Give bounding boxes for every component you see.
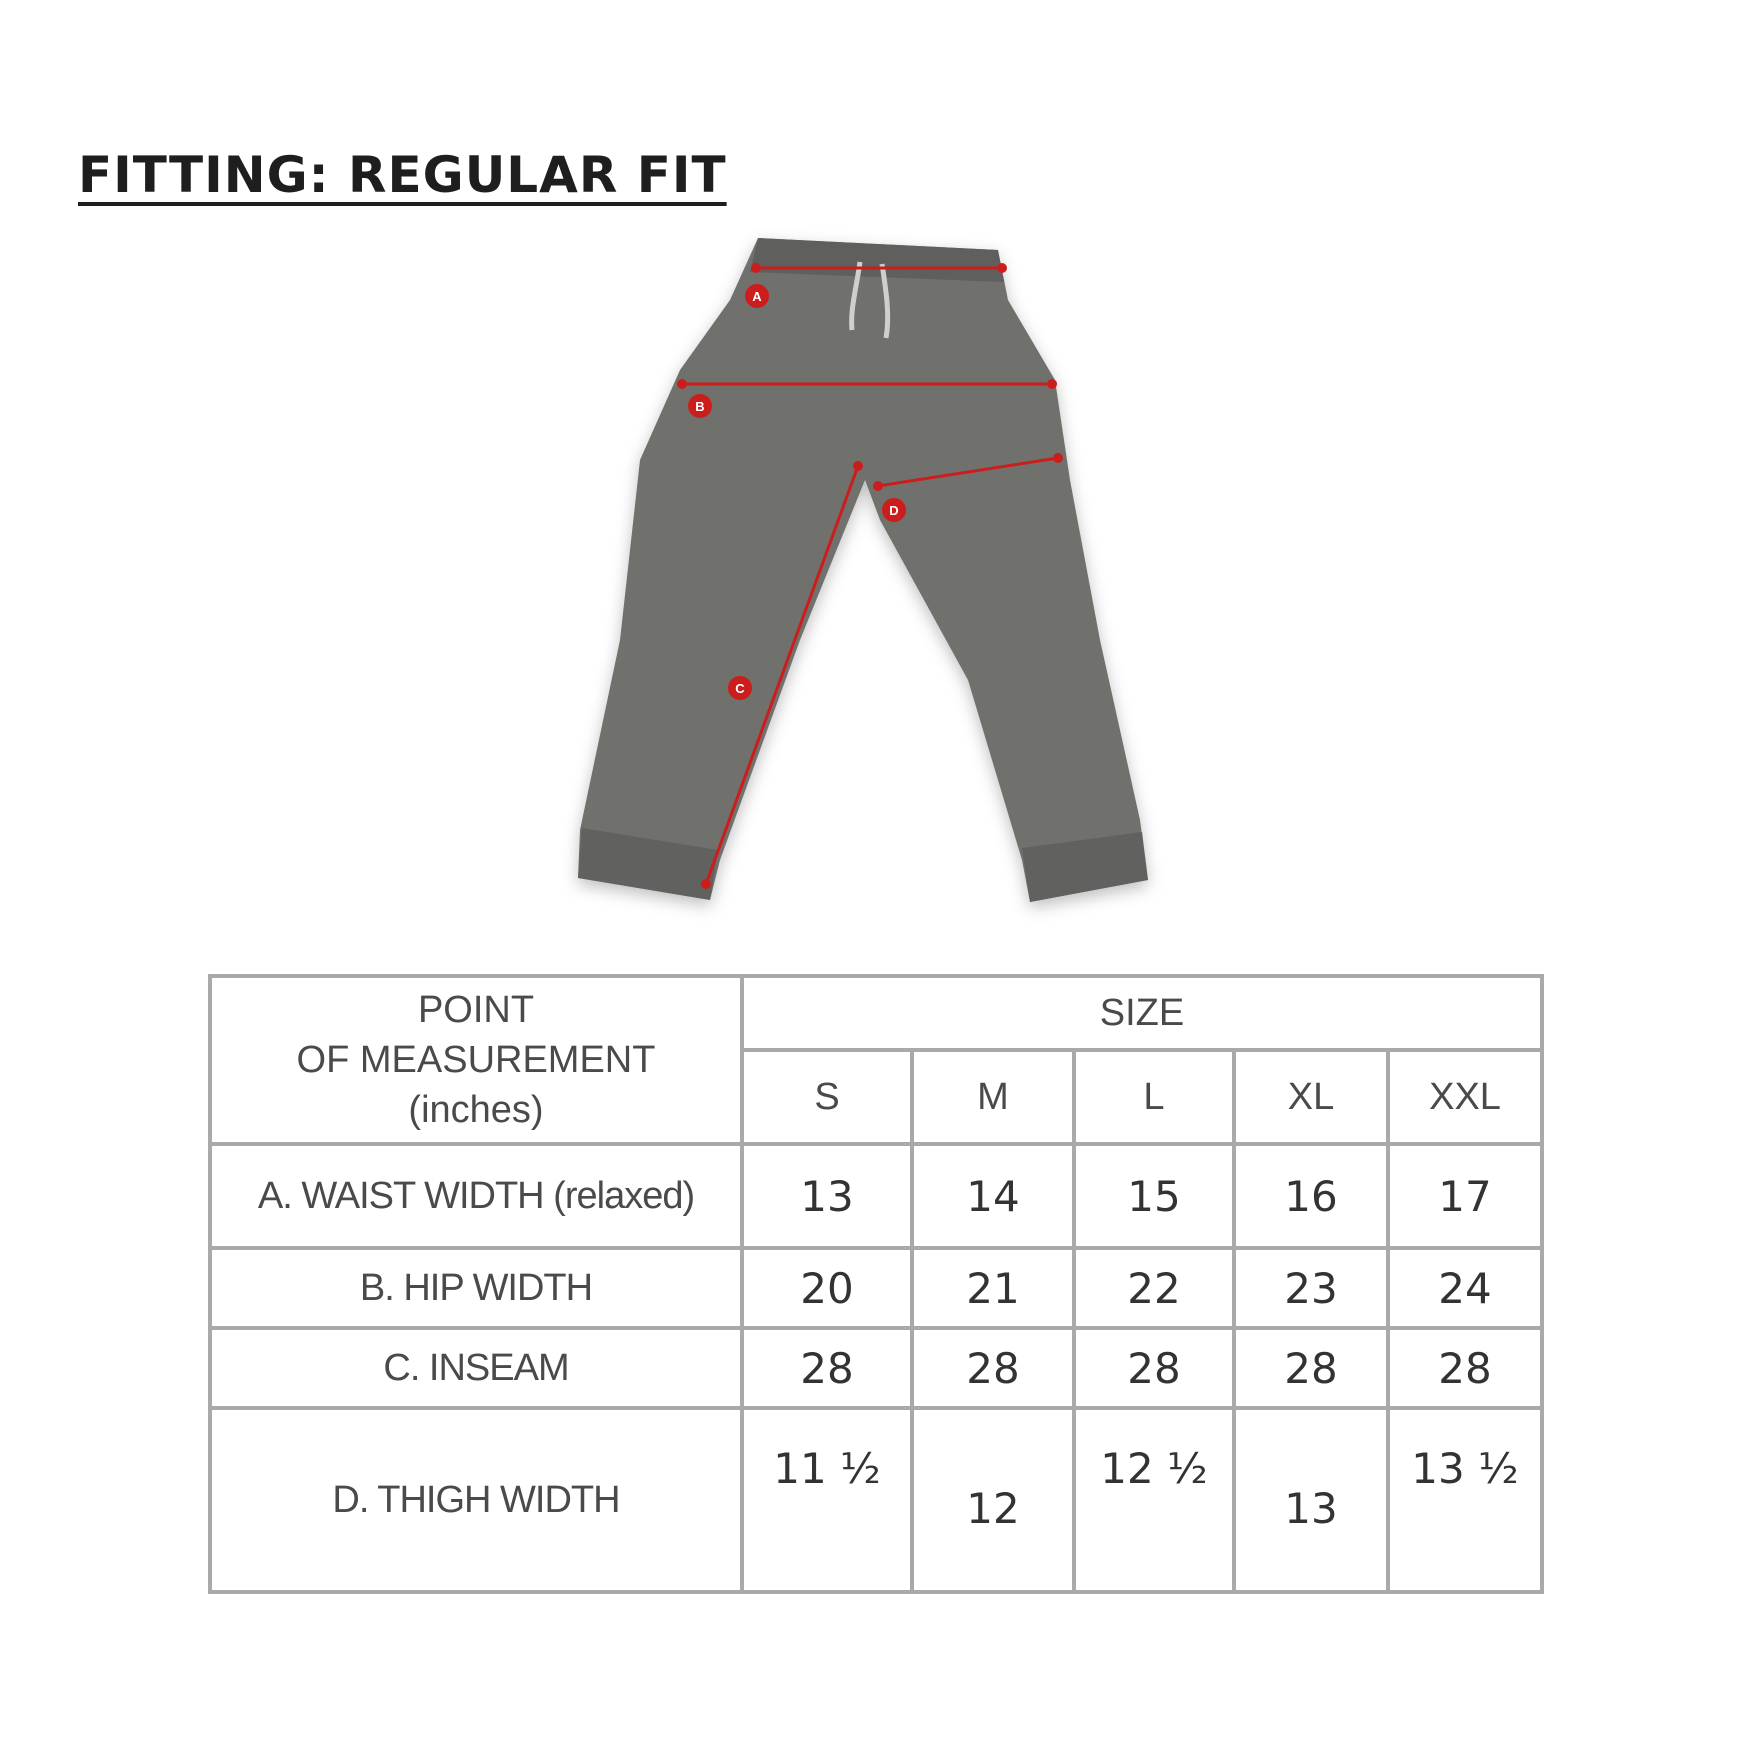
table-header-row [210,976,1542,1050]
table-row [210,1328,1542,1408]
point-of-measurement-header: POINT OF MEASUREMENT (inches) [210,976,742,1144]
row-label: B. HIP WIDTH [210,1248,742,1328]
row-label: D. THIGH WIDTH [210,1408,742,1592]
table-cell: 28 [912,1328,1074,1408]
size-m: M [912,1050,1074,1144]
table-cell: 22 [1074,1248,1234,1328]
table-cell: 13 [1234,1408,1388,1592]
pants-icon [578,238,1148,902]
pants-measurement-diagram [560,220,1180,940]
table-cell: 12 [912,1408,1074,1592]
table-cell: 24 [1388,1248,1542,1328]
table-cell: 16 [1234,1144,1388,1248]
page-title: FITTING: REGULAR FIT [78,146,727,204]
svg-text:A: A [752,289,762,304]
table-cell: 14 [912,1144,1074,1248]
table-row [210,1144,1542,1248]
marker-a [745,284,769,308]
row-label: A. WAIST WIDTH (relaxed) [210,1144,742,1248]
svg-text:C: C [735,681,745,696]
svg-text:B: B [695,399,705,414]
table-cell: 28 [1234,1328,1388,1408]
size-xxl: XXL [1388,1050,1542,1144]
size-s: S [742,1050,912,1144]
table-cell: 12 ½ [1074,1408,1234,1592]
size-header: SIZE [742,976,1542,1050]
table-cell: 20 [742,1248,912,1328]
table-row [210,1248,1542,1328]
table-cell: 15 [1074,1144,1234,1248]
table-cell: 13 ½ [1388,1408,1542,1592]
size-xl: XL [1234,1050,1388,1144]
table-row [210,1408,1542,1592]
table-cell: 21 [912,1248,1074,1328]
marker-c [728,676,752,700]
table-cell: 28 [1388,1328,1542,1408]
size-chart-table [208,974,1544,1594]
svg-text:D: D [889,503,899,518]
size-l: L [1074,1050,1234,1144]
table-cell: 23 [1234,1248,1388,1328]
row-label: C. INSEAM [210,1328,742,1408]
table-cell: 13 [742,1144,912,1248]
table-cell: 28 [1074,1328,1234,1408]
table-cell: 28 [742,1328,912,1408]
marker-b [688,394,712,418]
table-cell: 17 [1388,1144,1542,1248]
table-cell: 11 ½ [742,1408,912,1592]
marker-d [882,498,906,522]
